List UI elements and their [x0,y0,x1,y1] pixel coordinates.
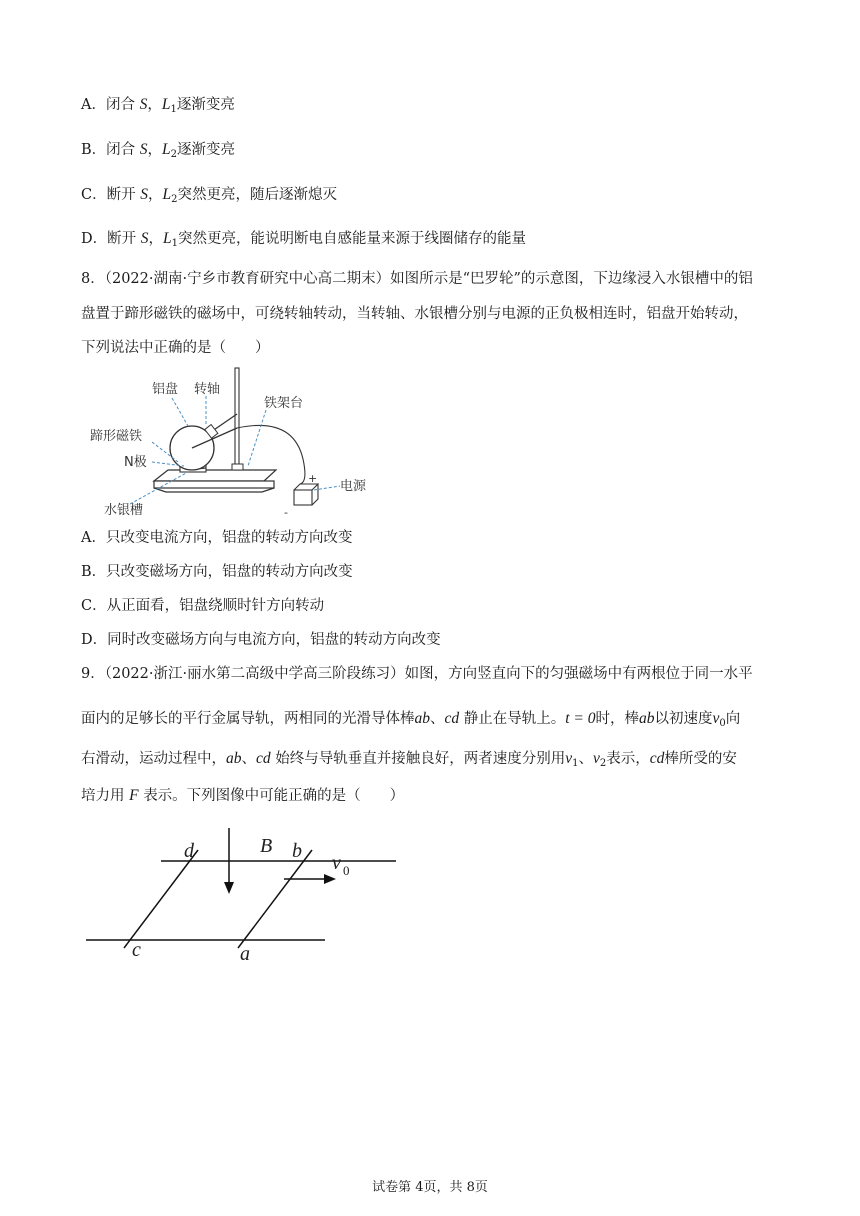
label-b: b [292,840,302,862]
rails-figure [80,826,410,966]
q8-option-b: B．只改变磁场方向，铝盘的转动方向改变 [81,564,353,580]
barlow-wheel-figure [88,364,378,522]
q7-option-c: C．断开 S，$L_2$突然更亮，随后逐渐熄灭 [81,186,337,205]
q9-stem-line1: 9．（2022·浙江·丽水第二高级中学高三阶段练习）如图，方向竖直向下的匀强磁场中有两根位于同一水平 [81,666,753,682]
page-footer: 试卷第 4页，共 8页 [372,1180,488,1195]
q7-option-d: D．断开 S，$L_1$突然更亮，能说明断电自感能量来源于线圈储存的能量 [81,230,526,249]
q8-option-d: D．同时改变磁场方向与电流方向，铝盘的转动方向改变 [81,632,441,648]
q9-stem-line2: 面内的足够长的平行金属导轨，两相同的光滑导体棒ab、cd 静止在导轨上。t = 0时，棒ab以初速度$v_0$向 [81,710,741,729]
label-power-source: 电源 [340,479,367,494]
label-plus: + [308,472,318,485]
label-v-sub: 0 [343,863,350,878]
label-mercury-trough: 水银槽 [104,503,144,518]
q8-option-c: C．从正面看，铝盘绕顺时针方向转动 [81,598,325,614]
label-iron-stand: 铁架台 [264,396,304,411]
label-d: d [184,840,194,862]
label-a: a [240,943,250,965]
label-shaft: 转轴 [194,382,221,397]
label-minus: - [284,506,288,519]
label-c: c [132,939,141,961]
q7-option-a: A．闭合 S，$L_1$逐渐变亮 [81,96,235,115]
label-n-pole: N极 [124,455,147,470]
q8-option-a: A．只改变电流方向，铝盘的转动方向改变 [81,530,353,546]
label-horseshoe-magnet: 蹄形磁铁 [90,429,143,444]
q9-stem-line4: 培力用 F 表示。下列图像中可能正确的是（ ） [81,787,405,804]
label-B: B [260,835,273,857]
q7-option-b: B．闭合 S，$L_2$逐渐变亮 [81,141,236,160]
q8-stem-line3: 下列说法中正确的是（ ） [81,340,270,356]
label-v: v [332,852,341,874]
q8-stem-line1: 8．（2022·湖南·宁乡市教育研究中心高二期末）如图所示是“巴罗轮”的示意图，下边缘浸入水银槽中的铝 [81,271,753,287]
label-aluminum-disk: 铝盘 [152,382,179,397]
q9-stem-line3: 右滑动，运动过程中，ab、cd 始终与导轨垂直并接触良好，两者速度分别用$v_1$、$v_2$表示，cd棒所受的安 [81,750,737,769]
q8-stem-line2: 盘置于蹄形磁铁的磁场中，可绕转轴转动，当转轴、水银槽分别与电源的正负极相连时，铝盘开始转动， [81,306,748,322]
